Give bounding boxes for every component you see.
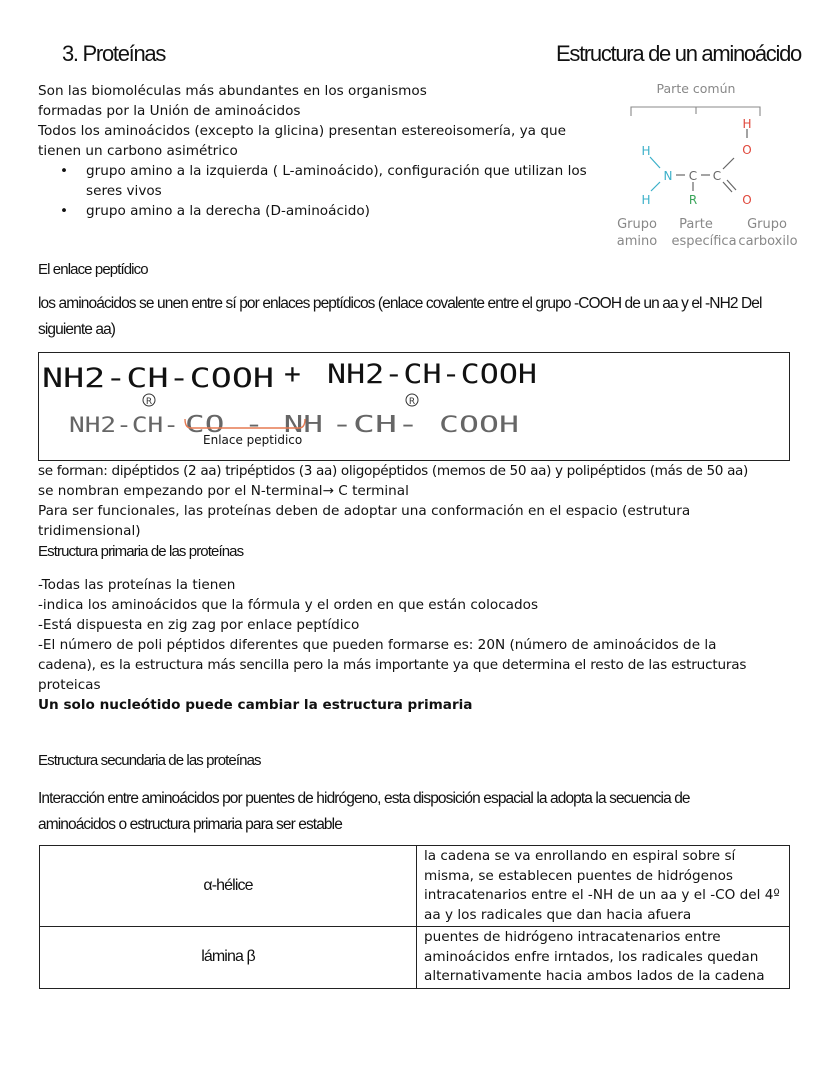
secondary-heading: Estructura secundaria de las proteínas — [38, 752, 261, 769]
bond-label: Enlace peptidico — [203, 433, 303, 447]
r-group-mark: R — [145, 397, 153, 407]
group-label: específica — [671, 234, 737, 249]
atom-h: H — [742, 117, 752, 131]
hw-reactant-1: NH2-CH-COOH — [42, 363, 274, 394]
hw-product-part: COOH — [439, 413, 519, 438]
atom-c: C — [688, 169, 698, 183]
stereo-list — [38, 161, 618, 221]
hw-reactant-2: NH2-CH-COOH — [327, 359, 537, 390]
amino-acid-diagram — [610, 78, 806, 253]
diagram-title: Estructura de un aminoácido — [556, 41, 801, 66]
intro-line: tienen un carbono asimétrico — [38, 143, 238, 159]
table-cell-desc: puentes de hidrógeno intracatenarios entre aminoácidos enfre irntados, los radicales quedan alternativamente hacia ambos lados de la cadena — [417, 927, 790, 989]
atom-h: H — [641, 193, 651, 207]
group-label: Grupo — [747, 217, 787, 232]
atom-n: N — [663, 169, 673, 183]
list-item: • grupo amino a la derecha (D-aminoácido) — [38, 201, 618, 221]
note-line: tridimensional) — [38, 523, 141, 539]
hw-plus: + — [284, 357, 301, 390]
note-line: se forman: dipéptidos (2 aa) tripéptidos (3 aa) oligopéptidos (memos de 50 aa) y polipéptidos (más de 50 aa) — [38, 463, 748, 479]
intro-line: formadas por la Unión de aminoácidos — [38, 103, 301, 119]
bond-line — [650, 157, 660, 168]
handwritten-equation — [39, 353, 789, 460]
peptide-heading: El enlace peptídico — [38, 261, 148, 278]
table-cell-name: α-hélice — [40, 846, 417, 927]
secondary-line: aminoácidos o estructura primaria para ser estable — [38, 816, 342, 833]
secondary-table — [39, 845, 790, 989]
primary-line: -indica los aminoácidos que la fórmula y el orden en que están colocados — [38, 597, 539, 613]
list-item: • grupo amino a la izquierda ( L-aminoácido), configuración que utilizan los seres vivos — [38, 161, 596, 201]
brace-label: Parte común — [656, 81, 736, 96]
group-label: Parte — [679, 217, 713, 232]
table-cell-name: lámina β — [40, 927, 417, 989]
secondary-description — [38, 786, 818, 838]
intro-block — [38, 81, 618, 221]
hw-product-part: NH2-CH- — [69, 413, 179, 437]
group-label: amino — [616, 234, 658, 249]
hw-product-part: -CH- — [331, 412, 419, 438]
intro-line: Todos los aminoácidos (excepto la glicina) presentan estereoisomería, ya que — [38, 123, 566, 139]
primary-bold-line: Un solo nucleótido puede cambiar la estructura primaria — [38, 697, 473, 713]
table-cell-desc: la cadena se va enrollando en espiral sobre sí misma, se establecen puentes de hidrógenos intracatenarios entre el -NH de un aa y el -CO del 4º aa y los radicales que dan hacia afuera — [417, 846, 790, 927]
handwritten-box — [38, 352, 790, 461]
primary-heading: Estructura primaria de las proteínas — [38, 543, 244, 560]
atom-o: O — [742, 193, 752, 207]
group-label: Grupo — [617, 217, 657, 232]
section-title: 3. Proteínas — [62, 41, 166, 66]
table-row — [40, 846, 790, 927]
table-row — [40, 927, 790, 989]
atom-h: H — [641, 144, 651, 158]
brace-bracket — [631, 107, 760, 116]
primary-line: cadena), es la estructura más sencilla pero la más importante ya que determina el resto de las estructuras — [38, 657, 747, 673]
primary-line: -Todas las proteínas la tienen — [38, 577, 236, 593]
intro-line: Son las biomoléculas más abundantes en los organismos — [38, 83, 427, 99]
primary-line: -El número de poli péptidos diferentes que pueden formarse es: 20N (número de aminoácidos de la — [38, 637, 717, 653]
atom-o: O — [742, 143, 752, 157]
bond-line — [651, 182, 660, 191]
peptide-notes — [38, 461, 828, 541]
primary-line: proteicas — [38, 677, 101, 693]
peptide-description: los aminoácidos se unen entre sí por enlaces peptídicos (enlace covalente entre el grupo -COOH de un aa y el -NH2 Del siguiente aa) — [38, 295, 762, 338]
secondary-line: Interacción entre aminoácidos por puentes de hidrógeno, esta disposición espacial la adopta la secuencia de — [38, 790, 690, 807]
primary-line: -Está dispuesta en zig zag por enlace peptídico — [38, 617, 360, 633]
r-group-mark: R — [408, 397, 416, 407]
atom-r: R — [688, 193, 698, 207]
atom-c: C — [712, 169, 722, 183]
primary-block — [38, 575, 828, 715]
bond-line — [723, 158, 734, 169]
hw-product-bond: CO - NH — [185, 412, 323, 438]
note-line: se nombran empezando por el N-terminal→ C terminal — [38, 483, 409, 499]
note-line: Para ser funcionales, las proteínas deben de adoptar una conformación en el espacio (estrutura — [38, 503, 691, 519]
group-label: carboxilo — [738, 234, 798, 249]
